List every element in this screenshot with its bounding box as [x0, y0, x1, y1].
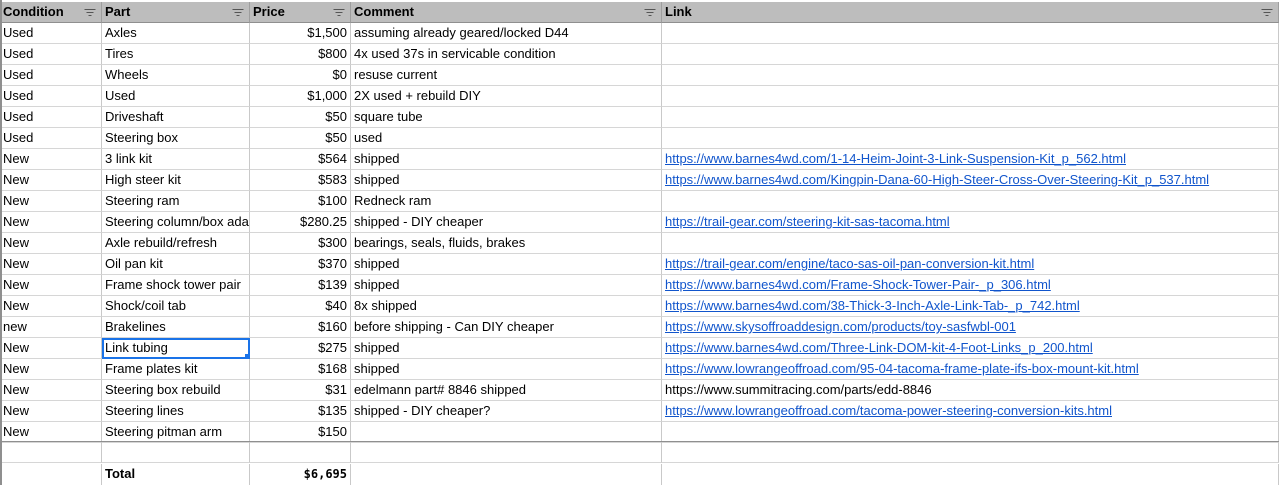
cell-blank[interactable] — [102, 442, 250, 463]
link-url[interactable]: https://www.barnes4wd.com/Kingpin-Dana-60-High-Steer-Cross-Over-Steering-Kit_p_537.html — [665, 172, 1210, 187]
cell-condition[interactable] — [0, 23, 102, 44]
cell-price-text: $0 — [332, 67, 347, 82]
cell-price[interactable] — [250, 23, 351, 44]
cell-condition[interactable] — [0, 65, 102, 86]
cell-price-text: $135 — [318, 403, 347, 418]
link-url[interactable]: https://www.lowrangeoffroad.com/95-04-tacoma-frame-plate-ifs-box-mount-kit.html — [665, 361, 1139, 376]
cell-condition-text: New — [3, 424, 30, 439]
cell-part[interactable] — [102, 44, 250, 65]
link-url[interactable]: https://www.barnes4wd.com/38-Thick-3-Inch-Axle-Link-Tab-_p_742.html — [665, 298, 1080, 313]
sheet-left-border — [0, 0, 2, 485]
cell-comment[interactable] — [351, 296, 662, 317]
cell-comment-text: 4x used 37s in servicable condition — [354, 46, 556, 61]
cell-condition[interactable] — [0, 296, 102, 317]
cell-part-text: Steering lines — [105, 403, 184, 418]
cell-condition-text: Used — [3, 109, 34, 124]
cell-part[interactable] — [102, 422, 250, 443]
table-row — [0, 317, 1279, 338]
cell-condition[interactable] — [0, 275, 102, 296]
cell-part-text: Oil pan kit — [105, 256, 163, 271]
table-row — [0, 254, 1279, 275]
cell-comment-text: shipped — [354, 340, 400, 355]
link-url[interactable]: https://www.barnes4wd.com/Frame-Shock-Tower-Pair-_p_306.html — [665, 277, 1051, 292]
table-row — [0, 275, 1279, 296]
cell-condition[interactable] — [0, 317, 102, 338]
cell-condition-text: New — [3, 256, 30, 271]
cell-price[interactable] — [250, 401, 351, 422]
filter-icon[interactable] — [333, 9, 344, 17]
cell-part[interactable] — [102, 23, 250, 44]
cell-condition[interactable] — [0, 254, 102, 275]
cell-price-text: $40 — [325, 298, 347, 313]
header-row — [0, 2, 1279, 23]
cell-link[interactable] — [662, 254, 1279, 275]
cell-link[interactable] — [662, 212, 1279, 233]
cell-link[interactable] — [662, 359, 1279, 380]
cell-part-text: Steering box rebuild — [105, 382, 221, 397]
cell-comment[interactable] — [351, 275, 662, 296]
header-part[interactable] — [102, 2, 250, 23]
cell-blank[interactable] — [662, 464, 1279, 485]
cell-price[interactable] — [250, 128, 351, 149]
cell-condition[interactable] — [0, 233, 102, 254]
cell-price-text: $370 — [318, 256, 347, 271]
table-row — [0, 296, 1279, 317]
link-url[interactable]: https://www.lowrangeoffroad.com/tacoma-power-steering-conversion-kits.html — [665, 403, 1112, 418]
cell-price-text: $1,500 — [307, 25, 347, 40]
cell-price[interactable] — [250, 149, 351, 170]
cell-part-text: Link tubing — [105, 340, 168, 355]
cell-part-text: Steering box — [105, 130, 178, 145]
cell-comment[interactable] — [351, 170, 662, 191]
cell-comment[interactable] — [351, 254, 662, 275]
table-row — [0, 86, 1279, 107]
table-row — [0, 170, 1279, 191]
cell-price[interactable] — [250, 296, 351, 317]
cell-price-text: $139 — [318, 277, 347, 292]
cell-link[interactable] — [662, 401, 1279, 422]
cell-blank[interactable] — [351, 464, 662, 485]
cell-part-text: Axles — [105, 25, 137, 40]
cell-condition-text: new — [3, 319, 27, 334]
table-row — [0, 107, 1279, 128]
cell-part[interactable] — [102, 212, 250, 233]
cell-blank[interactable] — [0, 464, 102, 485]
cell-condition-text: New — [3, 298, 30, 313]
cell-part[interactable] — [102, 338, 250, 359]
cell-part-text: High steer kit — [105, 172, 181, 187]
cell-comment-text: used — [354, 130, 383, 145]
cell-blank[interactable] — [662, 442, 1279, 463]
cell-condition[interactable] — [0, 170, 102, 191]
cell-comment-text: shipped — [354, 277, 400, 292]
cell-comment[interactable] — [351, 233, 662, 254]
cell-price[interactable] — [250, 359, 351, 380]
table-row — [0, 338, 1279, 359]
table-row — [0, 191, 1279, 212]
total-label[interactable]: Total — [102, 464, 250, 485]
cell-price-text: $280.25 — [300, 214, 347, 229]
cell-part[interactable] — [102, 170, 250, 191]
cell-comment-text: square tube — [354, 109, 423, 124]
cell-part-text: Brakelines — [105, 319, 166, 334]
cell-comment-text: resuse current — [354, 67, 438, 82]
cell-part[interactable] — [102, 359, 250, 380]
cell-condition-text: New — [3, 382, 30, 397]
cell-condition-text: Used — [3, 130, 34, 145]
cell-link[interactable] — [662, 380, 1279, 401]
cell-blank[interactable] — [0, 442, 102, 463]
header-comment-label: Comment — [354, 4, 414, 19]
cell-comment[interactable] — [351, 128, 662, 149]
header-price-label: Price — [253, 4, 285, 19]
table-row — [0, 212, 1279, 233]
table-row — [0, 128, 1279, 149]
cell-comment-text: assuming already geared/locked D44 — [354, 25, 569, 40]
cell-condition-text: New — [3, 340, 30, 355]
cell-condition-text: Used — [3, 88, 34, 103]
cell-part[interactable] — [102, 86, 250, 107]
cell-condition[interactable] — [0, 107, 102, 128]
cell-price-text: $150 — [318, 424, 347, 439]
cell-comment[interactable] — [351, 422, 662, 443]
cell-part[interactable] — [102, 191, 250, 212]
cell-price-text: $168 — [318, 361, 347, 376]
cell-comment-text: 8x shipped — [354, 298, 417, 313]
cell-comment[interactable] — [351, 107, 662, 128]
cell-price-text: $160 — [318, 319, 347, 334]
cell-condition-text: New — [3, 151, 30, 166]
table-row — [0, 359, 1279, 380]
cell-price[interactable] — [250, 86, 351, 107]
cell-condition-text: Used — [3, 67, 34, 82]
cell-link[interactable] — [662, 128, 1279, 149]
cell-comment-text: shipped - DIY cheaper — [354, 214, 484, 229]
cell-link[interactable] — [662, 317, 1279, 338]
table-row — [0, 422, 1279, 443]
cell-price-text: $100 — [318, 193, 347, 208]
cell-link[interactable] — [662, 86, 1279, 107]
cell-part-text: 3 link kit — [105, 151, 152, 166]
header-condition-label: Condition — [3, 4, 64, 19]
cell-link[interactable] — [662, 275, 1279, 296]
table-row — [0, 65, 1279, 86]
cell-part[interactable] — [102, 380, 250, 401]
cell-comment-text: Redneck ram — [354, 193, 432, 208]
cell-part-text: Wheels — [105, 67, 149, 82]
cell-link[interactable] — [662, 296, 1279, 317]
cell-part[interactable] — [102, 317, 250, 338]
cell-condition[interactable] — [0, 191, 102, 212]
cell-price[interactable] — [250, 275, 351, 296]
cell-link[interactable] — [662, 170, 1279, 191]
cell-part-text: Driveshaft — [105, 109, 164, 124]
cell-price[interactable] — [250, 254, 351, 275]
table-row — [0, 401, 1279, 422]
cell-price-text: $300 — [318, 235, 347, 250]
cell-comment[interactable] — [351, 212, 662, 233]
cell-comment[interactable] — [351, 149, 662, 170]
cell-condition-text: New — [3, 172, 30, 187]
cell-comment[interactable] — [351, 44, 662, 65]
cell-condition[interactable] — [0, 422, 102, 443]
cell-comment-text: shipped — [354, 172, 400, 187]
header-part-label: Part — [105, 4, 131, 19]
cell-comment[interactable] — [351, 401, 662, 422]
cell-part[interactable] — [102, 401, 250, 422]
table-row — [0, 149, 1279, 170]
cell-part[interactable] — [102, 149, 250, 170]
cell-condition[interactable] — [0, 86, 102, 107]
table-row — [0, 44, 1279, 65]
cell-link[interactable] — [662, 65, 1279, 86]
cell-part-text: Frame plates kit — [105, 361, 198, 376]
cell-price-text: $564 — [318, 151, 347, 166]
cell-condition-text: New — [3, 403, 30, 418]
cell-link[interactable] — [662, 422, 1279, 443]
cell-part-text: Steering pitman arm — [105, 424, 223, 439]
cell-comment-text: shipped — [354, 361, 400, 376]
filter-icon[interactable] — [232, 9, 243, 17]
cell-price[interactable] — [250, 422, 351, 443]
table-row — [0, 23, 1279, 44]
fill-handle[interactable] — [245, 354, 250, 359]
cell-price[interactable] — [250, 338, 351, 359]
cell-part[interactable] — [102, 65, 250, 86]
link-url[interactable]: https://trail-gear.com/engine/taco-sas-oil-pan-conversion-kit.html — [665, 256, 1035, 271]
cell-blank[interactable] — [351, 442, 662, 463]
cell-condition[interactable] — [0, 44, 102, 65]
cell-comment[interactable] — [351, 359, 662, 380]
header-link[interactable] — [662, 2, 1279, 23]
cell-part[interactable] — [102, 128, 250, 149]
cell-price[interactable] — [250, 44, 351, 65]
cell-link[interactable] — [662, 44, 1279, 65]
cell-comment-text: 2X used + rebuild DIY — [354, 88, 481, 103]
cell-price-text: $50 — [325, 130, 347, 145]
header-price[interactable] — [250, 2, 351, 23]
cell-comment[interactable] — [351, 23, 662, 44]
cell-price[interactable] — [250, 191, 351, 212]
cell-part[interactable] — [102, 275, 250, 296]
cell-price-text: $275 — [318, 340, 347, 355]
cell-price[interactable] — [250, 170, 351, 191]
table-row — [0, 233, 1279, 254]
cell-condition-text: New — [3, 277, 30, 292]
cell-price-text: $1,000 — [307, 88, 347, 103]
cell-price-text: $583 — [318, 172, 347, 187]
cell-link[interactable] — [662, 233, 1279, 254]
table-row — [0, 380, 1279, 401]
filter-icon[interactable] — [84, 9, 95, 17]
cell-price-text: $800 — [318, 46, 347, 61]
cell-condition-text: New — [3, 214, 30, 229]
header-condition[interactable] — [0, 2, 102, 23]
cell-comment[interactable] — [351, 338, 662, 359]
cell-link[interactable] — [662, 23, 1279, 44]
cell-price[interactable] — [250, 212, 351, 233]
cell-comment[interactable] — [351, 65, 662, 86]
link-url[interactable]: https://www.skysoffroaddesign.com/products/toy-sasfwbl-001 — [665, 319, 1016, 334]
cell-comment[interactable] — [351, 317, 662, 338]
cell-part-text: Shock/coil tab — [105, 298, 186, 313]
cell-comment-text: shipped — [354, 256, 400, 271]
cell-price[interactable] — [250, 65, 351, 86]
cell-price[interactable] — [250, 233, 351, 254]
cell-comment[interactable] — [351, 380, 662, 401]
cell-link[interactable] — [662, 191, 1279, 212]
cell-price-text: $31 — [325, 382, 347, 397]
cell-part[interactable] — [102, 107, 250, 128]
cell-condition[interactable] — [0, 338, 102, 359]
cell-price[interactable] — [250, 107, 351, 128]
link-url[interactable]: https://www.barnes4wd.com/1-14-Heim-Joint-3-Link-Suspension-Kit_p_562.html — [665, 151, 1126, 166]
filter-icon[interactable] — [644, 9, 655, 17]
cell-comment-text: edelmann part# 8846 shipped — [354, 382, 527, 397]
cell-condition-text: Used — [3, 25, 34, 40]
cell-condition[interactable] — [0, 212, 102, 233]
cell-condition-text: New — [3, 235, 30, 250]
cell-comment-text: bearings, seals, fluids, brakes — [354, 235, 526, 250]
cell-condition-text: Used — [3, 46, 34, 61]
header-comment[interactable] — [351, 2, 662, 23]
cell-comment[interactable] — [351, 86, 662, 107]
blank-row — [0, 442, 1279, 463]
filter-icon[interactable] — [1261, 9, 1272, 17]
link-url[interactable]: https://www.barnes4wd.com/Three-Link-DOM-kit-4-Foot-Links_p_200.html — [665, 340, 1093, 355]
cell-part-text: Steering ram — [105, 193, 180, 208]
cell-price[interactable] — [250, 380, 351, 401]
cell-condition-text: New — [3, 193, 30, 208]
cell-part-text: Axle rebuild/refresh — [105, 235, 217, 250]
cell-part[interactable] — [102, 296, 250, 317]
cell-part-text: Tires — [105, 46, 134, 61]
cell-condition[interactable] — [0, 380, 102, 401]
cell-part-text: Frame shock tower pair — [105, 277, 241, 292]
cell-link[interactable] — [662, 107, 1279, 128]
cell-part-text: Used — [105, 88, 136, 103]
cell-condition[interactable] — [0, 359, 102, 380]
cell-comment-text: before shipping - Can DIY cheaper — [354, 319, 554, 334]
total-row — [0, 464, 1279, 485]
total-value[interactable]: $6,695 — [250, 464, 351, 485]
cell-condition[interactable] — [0, 149, 102, 170]
cell-condition-text: New — [3, 361, 30, 376]
link-url[interactable]: https://trail-gear.com/steering-kit-sas-tacoma.html — [665, 214, 950, 229]
cell-part-text: Steering column/box ada — [105, 214, 249, 229]
link-url[interactable]: https://www.summitracing.com/parts/edd-8846 — [665, 382, 932, 397]
cell-comment-text: shipped - DIY cheaper? — [354, 403, 491, 418]
cell-price[interactable] — [250, 317, 351, 338]
cell-condition[interactable] — [0, 401, 102, 422]
cell-condition[interactable] — [0, 128, 102, 149]
cell-link[interactable] — [662, 149, 1279, 170]
cell-link[interactable] — [662, 338, 1279, 359]
cell-comment[interactable] — [351, 191, 662, 212]
cell-price-text: $50 — [325, 109, 347, 124]
cell-part[interactable] — [102, 254, 250, 275]
cell-blank[interactable] — [250, 442, 351, 463]
header-link-label: Link — [665, 4, 692, 19]
cell-part[interactable] — [102, 233, 250, 254]
cell-comment-text: shipped — [354, 151, 400, 166]
